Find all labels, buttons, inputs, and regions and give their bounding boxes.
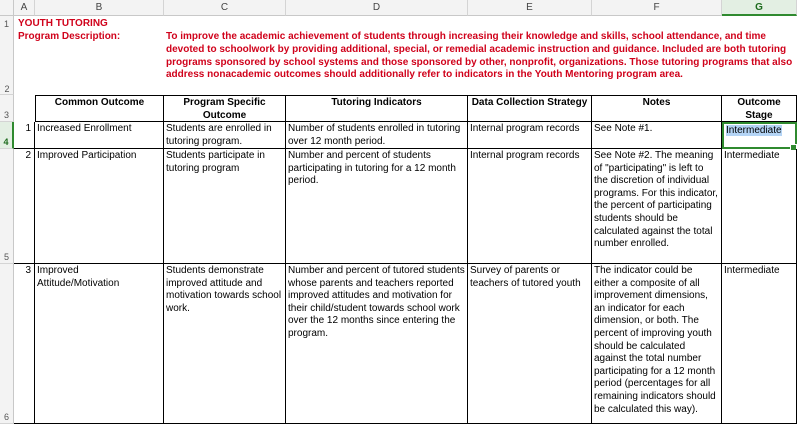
cell-outcome-stage[interactable]: Intermediate	[722, 149, 797, 264]
cell-data-collection-strategy[interactable]: Survey of parents or teachers of tutored youth	[468, 264, 592, 424]
header-tutoring-indicators[interactable]: Tutoring Indicators	[286, 95, 468, 122]
cell-data-collection-strategy[interactable]: Internal program records	[468, 149, 592, 264]
column-header-a[interactable]: A	[14, 0, 35, 16]
header-notes[interactable]: Notes	[592, 95, 722, 122]
cell-outcome-stage-selected[interactable]	[722, 122, 797, 149]
cell-common-outcome[interactable]: Increased Enrollment	[35, 122, 164, 149]
program-description-label[interactable]: Program Description:	[18, 31, 121, 42]
column-header-b[interactable]: B	[35, 0, 164, 16]
cell-program-specific-outcome[interactable]: Students are enrolled in tutoring program.	[164, 122, 286, 149]
row-header-4[interactable]: 4	[0, 122, 14, 149]
cell-common-outcome[interactable]: Improved Participation	[35, 149, 164, 264]
cell-notes[interactable]: The indicator could be either a composite of all improvement dimensions, an indicator for each dimension, or both. The percent of improving youth should be calculated against the total number participating for a 12 month period (percentages for all remaining indicators should be calculated this way).	[592, 264, 722, 424]
cell-tutoring-indicator[interactable]: Number of students enrolled in tutoring over 12 month period.	[286, 122, 468, 149]
cell-tutoring-indicator[interactable]: Number and percent of tutored students whose parents and teachers reported improved attitudes and motivation for their child/student towards school work over the 12 months since entering the program.	[286, 264, 468, 424]
row-header-6[interactable]: 6	[0, 264, 14, 424]
column-header-g[interactable]: G	[722, 0, 797, 16]
select-all-corner[interactable]	[0, 0, 14, 16]
cell-notes[interactable]: See Note #1.	[592, 122, 722, 149]
cell-program-specific-outcome[interactable]: Students demonstrate improved attitude and motivation towards school work.	[164, 264, 286, 424]
column-header-d[interactable]: D	[286, 0, 468, 16]
cell-program-specific-outcome[interactable]: Students participate in tutoring program	[164, 149, 286, 264]
row-header-2[interactable]: 2	[4, 84, 10, 94]
header-data-collection-strategy[interactable]: Data Collection Strategy	[468, 95, 592, 122]
row-header-5[interactable]: 5	[0, 149, 14, 264]
program-description[interactable]: To improve the academic achievement of students through increasing their knowledge and skills, school attendance, and time devoted to schoolwork by providing additional, special, or remedial academic instruction and guidance. Included are both tutoring programs sponsored by school systems and those sponsored by other, nonprofit, organizations. Those tutoring programs that also address nonacademic outcomes should additionally refer to indicators in the Youth Mentoring program area.	[166, 31, 793, 81]
cell-outcome-stage[interactable]: Intermediate	[722, 264, 797, 424]
header-common-outcome[interactable]: Common Outcome	[35, 95, 164, 122]
row-header-3[interactable]: 3	[0, 95, 14, 122]
row-number[interactable]: 2	[14, 149, 35, 264]
cell-data-collection-strategy[interactable]: Internal program records	[468, 122, 592, 149]
row-header-1[interactable]: 1	[0, 16, 14, 95]
selected-text: Intermediate	[726, 125, 782, 136]
sheet-title[interactable]: YOUTH TUTORING	[18, 18, 108, 29]
column-header-f[interactable]: F	[592, 0, 722, 16]
column-header-c[interactable]: C	[164, 0, 286, 16]
column-header-e[interactable]: E	[468, 0, 592, 16]
cell-tutoring-indicator[interactable]: Number and percent of students participating in tutoring for a 12 month period.	[286, 149, 468, 264]
header-outcome-stage[interactable]: Outcome Stage	[722, 95, 797, 122]
row-number[interactable]: 3	[14, 264, 35, 424]
cell-common-outcome[interactable]: Improved Attitude/Motivation	[35, 264, 164, 424]
row-number[interactable]: 1	[14, 122, 35, 149]
header-program-specific-outcome[interactable]: Program Specific Outcome	[164, 95, 286, 122]
cell-notes[interactable]: See Note #2. The meaning of "participating" is left to the discretion of individual programs. For this indicator, the percent of participating students should be calculated against the total number enrolled.	[592, 149, 722, 264]
